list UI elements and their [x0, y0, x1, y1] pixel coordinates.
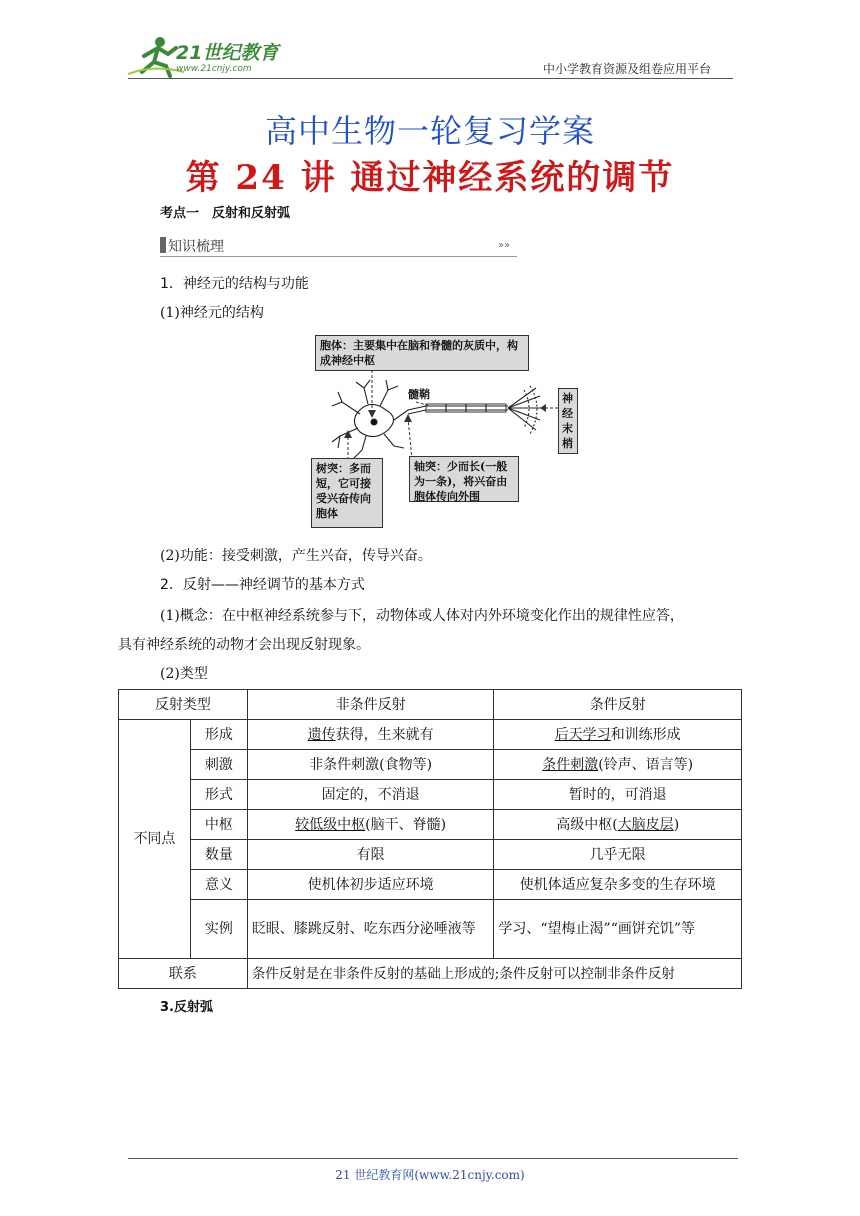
group-label: 不同点: [119, 720, 191, 959]
header-divider: [128, 78, 733, 79]
lesson-title: 第 24 讲 通过神经系统的调节: [185, 158, 675, 198]
table-cell: 学习、“望梅止渴”“画饼充饥”等: [494, 900, 742, 959]
table-cell: 有限: [247, 840, 494, 870]
cell-text: ): [673, 816, 680, 833]
soma-caption: 胞体：主要集中在脑和脊髓的灰质中，构成神经中枢: [315, 335, 529, 371]
header-platform-text: 中小学教育资源及组卷应用平台: [543, 62, 712, 76]
row-label: 意义: [190, 870, 247, 900]
table-header: 反射类型: [119, 690, 248, 720]
types-heading: (2)类型: [160, 666, 208, 682]
footer-link[interactable]: 21 世纪教育网(www.21cnjy.com): [335, 1168, 525, 1182]
table-cell: 暂时的，可消退: [494, 780, 742, 810]
table-cell: 眨眼、膝跳反射、吃东西分泌唾液等: [247, 900, 494, 959]
table-row: [119, 900, 742, 959]
table-row: [119, 870, 742, 900]
table-cell: 使机体适应复杂多变的生存环境: [494, 870, 742, 900]
section-heading: 考点一 反射和反射弧: [160, 206, 291, 221]
logo-url: www.21cnjy.com: [176, 64, 252, 74]
row-label: 形成: [190, 720, 247, 750]
cell-text: 和训练形成: [610, 726, 681, 743]
reflex-comparison-table: [118, 689, 742, 989]
cell-text: (铃声、语言等): [598, 756, 694, 773]
axon-caption: 轴突：少而长(一般为一条)，将兴奋由胞体传向外围: [409, 456, 519, 502]
row-label: 刺激: [190, 750, 247, 780]
logo-text: 21世纪教育: [176, 42, 279, 64]
table-header-row: [119, 690, 742, 720]
row-label: 数量: [190, 840, 247, 870]
table-header: 条件反射: [494, 690, 742, 720]
underlined-term: 较低级中枢: [295, 816, 366, 833]
table-cell: 条件反射是在非条件反射的基础上形成的;条件反射可以控制非条件反射: [247, 959, 741, 989]
table-row: [119, 750, 742, 780]
row-label: 形式: [190, 780, 247, 810]
underlined-term: 后天学习: [554, 726, 611, 743]
table-row: [119, 720, 742, 750]
table-cell: 固定的，不消退: [247, 780, 494, 810]
table-cell: [494, 750, 742, 780]
underlined-term: 条件刺激: [542, 756, 599, 773]
row-label: 实例: [190, 900, 247, 959]
cell-text: (脑干、脊髓): [365, 816, 447, 833]
table-row: [119, 840, 742, 870]
function-text: (2)功能：接受刺激，产生兴奋，传导兴奋。: [160, 548, 432, 564]
table-cell: 非条件刺激(食物等): [247, 750, 494, 780]
table-cell: [494, 720, 742, 750]
concept-line-1: (1)概念：在中枢神经系统参与下，动物体或人体对内外环境变化作出的规律性应答，: [160, 608, 684, 624]
dendrite-caption: 树突：多而短，它可接受兴奋传向胞体: [311, 458, 383, 528]
table-cell: [247, 720, 494, 750]
cell-text: 高级中枢(: [556, 816, 618, 833]
table-cell: 几乎无限: [494, 840, 742, 870]
underlined-term: 遗传: [307, 726, 336, 743]
table-cell: 使机体初步适应环境: [247, 870, 494, 900]
heading-2: 2．反射——神经调节的基本方式: [160, 577, 365, 593]
knowledge-heading: 知识梳理: [168, 239, 224, 255]
neuron-illustration: [332, 380, 542, 458]
row-label: 联系: [119, 959, 248, 989]
table-cell: [247, 810, 494, 840]
knowledge-underline: [160, 256, 517, 257]
concept-line-2: 具有神经系统的动物才会出现反射现象。: [118, 637, 370, 653]
heading-1: 1．神经元的结构与功能: [160, 276, 309, 292]
myelin-label: 髓鞘: [408, 388, 430, 401]
subheading-structure: (1)神经元的结构: [160, 305, 264, 321]
underlined-term: 大脑皮层: [617, 816, 674, 833]
cell-text: 获得，生来就有: [335, 726, 434, 743]
table-header: 非条件反射: [247, 690, 494, 720]
table-cell: [494, 810, 742, 840]
heading-3: 3.反射弧: [160, 1000, 213, 1015]
section-bar: [160, 237, 166, 253]
logo: [124, 34, 294, 80]
terminal-caption: 神经末梢: [558, 388, 578, 454]
table-row: [119, 959, 742, 989]
footer-divider: [128, 1158, 738, 1159]
chevrons-icon: »»: [498, 240, 511, 251]
table-row: [119, 780, 742, 810]
doc-title: 高中生物一轮复习学案: [264, 112, 595, 150]
row-label: 中枢: [190, 810, 247, 840]
table-row: [119, 810, 742, 840]
neuron-diagram: [308, 330, 583, 530]
